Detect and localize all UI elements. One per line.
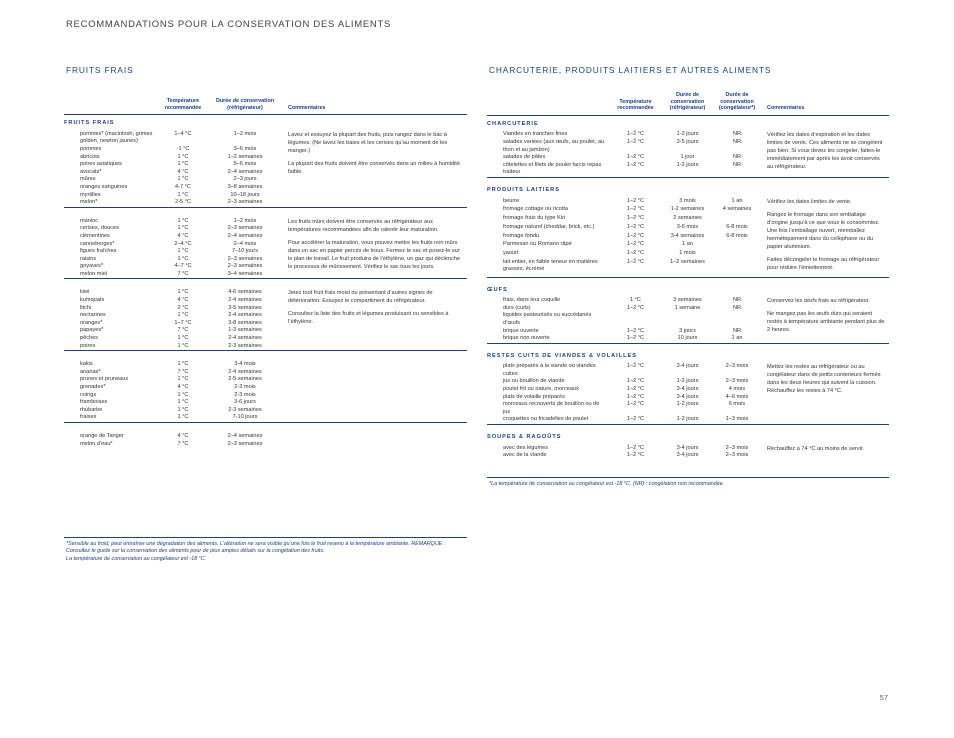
- item-temperature: 7 °C: [177, 440, 189, 447]
- comment-paragraph: Vérifiez les dates d’expiration et les dates limites de vente. Ces aliments ne se congèlent pas bien. Si vous devez les congeler, faites-le immédiatement par après les avoir conservés au réfrigérateur.: [767, 132, 883, 171]
- item-duration-fridge: 1 semaine: [674, 304, 701, 311]
- item-duration-freezer: NR: [732, 327, 742, 334]
- item-temperature: 1–2 °C: [626, 363, 645, 370]
- item-name: litchi: [80, 304, 92, 311]
- item-name: fromage frais du type Kiri: [503, 215, 566, 222]
- item-duration-freezer: 6 mois: [728, 401, 746, 408]
- item-name: plats de volaille préparés: [503, 393, 565, 400]
- item-temperature: 4 °C: [177, 432, 189, 439]
- item-name: salades variées (aux œufs, au poulet, au thon et au jambon): [503, 138, 605, 153]
- item-temperature: 1–2 °C: [626, 206, 645, 213]
- item-temperature: 1 °C: [177, 361, 189, 368]
- item-name: beurre: [503, 197, 520, 204]
- item-temperature: [607, 312, 664, 327]
- item-name: clémentines: [80, 232, 110, 239]
- item-temperature: 1 °C: [177, 335, 189, 342]
- group-comments: [282, 218, 467, 279]
- fruits-section-title: FRUITS FRAIS: [66, 65, 134, 75]
- item-duration: 2–4 semaines: [227, 168, 263, 175]
- item-temperature: 2–4 °C: [174, 240, 192, 247]
- comment-paragraph: Conservez les œufs frais au réfrigérateur.: [767, 298, 870, 305]
- item-temperature: 1–2 °C: [626, 258, 645, 265]
- item-temperature: 1–2 °C: [626, 131, 645, 138]
- table-row: [487, 198, 889, 207]
- item-duration-freezer: NR: [732, 154, 742, 161]
- item-duration: 3–8 semaines: [227, 183, 263, 190]
- item-name: fraises: [80, 414, 97, 421]
- item-name: coings: [80, 391, 97, 398]
- item-duration-freezer: 1 an: [731, 335, 743, 342]
- comment-paragraph: Mettez les restes au réfrigérateur ou au congélateur dans de petits conteneurs fermés dans les deux heures qui suivent la cuisson. Réchauffez les restes à 74 °C.: [767, 364, 881, 395]
- item-duration-freezer: 2–3 mois: [725, 378, 749, 385]
- item-temperature: 1 °C: [177, 399, 189, 406]
- category-row: [487, 115, 889, 131]
- category-row: [487, 429, 889, 445]
- header-temperature: Température recommandée: [607, 92, 664, 115]
- comment-paragraph: Vérifiez les dates limites de vente.: [767, 198, 852, 205]
- item-temperature: 1–2 °C: [626, 304, 645, 311]
- table-row: [64, 433, 467, 441]
- item-duration-freezer: NR: [732, 161, 742, 168]
- item-duration-freezer: 2–3 mois: [725, 444, 749, 451]
- item-name: canneberges*: [80, 240, 115, 247]
- item-duration-fridge: 3 semaines: [673, 297, 702, 304]
- item-name: pêches: [80, 335, 99, 342]
- header-duration-freezer: Durée de conservation (congélateur*): [711, 92, 763, 115]
- item-duration-fridge: 1 jour: [680, 154, 695, 161]
- item-duration-freezer: 1–3 mois: [725, 416, 749, 423]
- item-temperature: -1 °C: [176, 145, 190, 152]
- item-name: pommes* (macintosh, grimes golden, newton jaunes): [80, 130, 153, 145]
- item-duration: 3-8 semaines: [228, 319, 262, 326]
- item-name: melon*: [80, 199, 98, 206]
- item-duration-freezer: 6-8 mois: [726, 232, 748, 239]
- category-title: ŒUFS: [487, 286, 508, 293]
- item-duration-fridge: 3-4 semaines: [670, 232, 705, 239]
- item-duration-freezer: 4 semaines: [722, 206, 752, 213]
- item-temperature: 1–2 °C: [626, 416, 645, 423]
- category-comments: [763, 131, 889, 177]
- item-name: côtelettes et filets de poulet farcis repas traiteur: [503, 161, 602, 176]
- item-duration: 2–3 semaines: [227, 440, 263, 447]
- header-comments: Commentaires: [282, 98, 467, 115]
- item-temperature: 1–2 °C: [626, 138, 645, 145]
- comment-paragraph: Ne mangez pas les œufs durs qui seraient restés à température ambiante pendant plus de 2 heures.: [767, 311, 885, 334]
- item-temperature: 1 °C: [177, 414, 189, 421]
- item-temperature: 4 °C: [177, 168, 189, 175]
- category-comments: [763, 297, 889, 343]
- item-temperature: 7 °C: [177, 368, 189, 375]
- charcuterie-footnote-rule: [487, 477, 889, 478]
- item-temperature: 4 °C: [177, 232, 189, 239]
- comment-paragraph: Consultez la liste des fruits et légumes produisant ou sensibles à l’éthylène.: [288, 311, 449, 326]
- item-temperature: 1–2 °C: [626, 393, 645, 400]
- table-row: [487, 363, 889, 378]
- item-duration: 2–4 semaines: [227, 232, 263, 239]
- item-temperature: 1 °C: [630, 297, 641, 304]
- page-header: RECOMMANDATIONS POUR LA CONSERVATION DES ALIMENTS: [66, 19, 391, 30]
- item-duration: 2–3 jours: [233, 176, 257, 183]
- item-name: cerises, douces: [80, 225, 119, 232]
- item-duration: 3-6 jours: [234, 399, 256, 406]
- category-row: [487, 282, 889, 298]
- header-comments: Commentaires: [763, 92, 889, 115]
- item-duration-freezer: 1 an: [731, 197, 743, 204]
- group-separator: [64, 351, 467, 362]
- item-duration-fridge: 3-4 jours: [676, 393, 699, 400]
- item-temperature: 2-5 °C: [175, 199, 191, 206]
- item-temperature: 1–4 °C: [174, 130, 192, 137]
- category-comments: [763, 445, 889, 460]
- item-duration: 2-3 mois: [234, 384, 256, 390]
- item-name: figues fraîches: [80, 248, 117, 255]
- item-duration-freezer: [711, 215, 763, 224]
- item-name: oranges sanguines: [80, 183, 128, 190]
- item-name: durs (cuits): [503, 304, 531, 311]
- category-fruits-frais: FRUITS FRAIS: [64, 120, 115, 127]
- item-name: avec des légumes: [503, 444, 549, 451]
- comment-paragraph: La plupart des fruits doivent être conservés dans un milieu à humidité faible.: [288, 160, 460, 175]
- item-temperature: 1–2 °C: [626, 232, 645, 239]
- item-temperature: 7 °C: [177, 327, 189, 334]
- table-row: [64, 218, 467, 226]
- item-name: raisins: [80, 255, 97, 262]
- item-duration-freezer: [711, 250, 763, 259]
- category-row: [487, 182, 889, 198]
- item-name: prunes et pruneaux: [80, 376, 129, 383]
- item-temperature: 1 °C: [177, 391, 189, 398]
- item-temperature: 1 °C: [177, 217, 189, 224]
- item-name: avocats*: [80, 168, 102, 175]
- footnote-sensitive: *Sensible au froid, peut entraîner une dégradation des aliments. L’altération ne sera visible qu’une fois le fruit revenu à la température ambiante.: [66, 541, 410, 547]
- item-name: jus ou bouillon de viande: [503, 378, 565, 385]
- item-temperature: 1–2 °C: [626, 241, 645, 248]
- item-duration: 2–4 semaines: [227, 432, 263, 439]
- item-temperature: 1 °C: [177, 176, 189, 183]
- item-duration: 1–2 semaines: [227, 153, 263, 160]
- group-comments: [282, 433, 467, 448]
- item-duration-freezer: NR: [732, 138, 742, 145]
- category-title: CHARCUTERIE: [487, 120, 539, 127]
- fruits-body: [64, 115, 467, 448]
- item-temperature: 1 °C: [177, 289, 189, 296]
- item-duration: 5–6 mois: [233, 161, 257, 168]
- item-temperature: 1–2 °C: [626, 197, 645, 204]
- item-duration: 2-4 semaines: [228, 368, 262, 375]
- item-name: melon d’eau*: [80, 440, 113, 447]
- item-name: poulet frit ou nature, morceaux: [503, 386, 579, 393]
- item-name: grenades*: [80, 384, 106, 390]
- comment-paragraph: Rangez le fromage dans son emballage d’origine jusqu’à ce que vous le consommiez. Une fois l’emballage ouvert, réemballez hermétiquement dans du cellophane ou du papier aluminium.: [767, 211, 880, 250]
- item-name: fromage cottage ou ricotta: [503, 206, 568, 213]
- charcuterie-table-wrap: [487, 92, 889, 460]
- item-duration-freezer: 6-8 mois: [726, 223, 748, 230]
- item-temperature: 1 °C: [177, 312, 189, 319]
- item-name: goyaves*: [80, 263, 104, 270]
- table-row: [64, 361, 467, 369]
- item-duration-fridge: 1 mois: [679, 250, 696, 257]
- item-name: salades de pâtes: [503, 154, 546, 161]
- item-duration: 2–3 semaines: [227, 255, 263, 262]
- item-name: frais, dans leur coquille: [503, 297, 561, 304]
- comment-paragraph: Les fruits mûrs doivent être conservés au réfrigérateur aux températures recommandées afin de ralentir leur maturation.: [288, 218, 439, 233]
- item-duration-fridge: [664, 312, 711, 327]
- item-duration-freezer: 2–3 mois: [725, 363, 749, 370]
- item-name: brique non ouverte: [503, 335, 550, 342]
- item-duration: 7-10 jours: [232, 414, 258, 421]
- item-name: abricots: [80, 153, 100, 160]
- item-duration-fridge: 10 jours: [677, 335, 698, 342]
- group-comments: [282, 361, 467, 422]
- item-duration: 10–18 jours: [230, 191, 260, 198]
- item-temperature: 1 °C: [177, 225, 189, 232]
- item-name: papayes*: [80, 327, 104, 334]
- item-duration: 2-4 semaines: [228, 312, 262, 319]
- item-name: manioc: [80, 217, 99, 224]
- item-name: brique ouverte: [503, 327, 539, 334]
- category-comments: [763, 198, 889, 278]
- table-row: [487, 297, 889, 305]
- item-duration-fridge: 3 mois: [679, 197, 696, 204]
- item-temperature: 4–7 °C: [174, 263, 192, 270]
- item-duration-fridge: 1-2 jours: [676, 378, 699, 385]
- item-duration: 3-4 mois: [234, 361, 256, 368]
- item-duration: 2-3 mois: [234, 391, 256, 398]
- item-temperature: 1 °C: [177, 191, 189, 198]
- category-title: RESTES CUITS DE VIANDES & VOLAILLES: [487, 352, 637, 359]
- item-temperature: 4 °C: [177, 384, 189, 390]
- charcuterie-body: [487, 115, 889, 460]
- item-duration: 2–3 semaines: [227, 199, 263, 206]
- item-temperature: 1 °C: [177, 248, 189, 255]
- item-duration-fridge: 3-4 jours: [676, 444, 699, 451]
- group-separator: [64, 207, 467, 218]
- item-duration: 1–2 mois: [233, 217, 257, 224]
- item-duration-freezer: [711, 312, 763, 327]
- item-temperature: 2 °C: [177, 304, 189, 311]
- item-duration-freezer: 4–6 mois: [725, 393, 749, 400]
- item-duration: 2-4 semaines: [228, 297, 262, 304]
- item-duration-freezer: [711, 259, 763, 277]
- item-duration: 2-4 semaines: [228, 335, 262, 342]
- item-temperature: 7 °C: [177, 270, 189, 277]
- item-name: orange de Tanger: [80, 432, 124, 439]
- item-duration-fridge: 3-5 jours: [676, 138, 699, 145]
- fruits-footnotes: [66, 541, 466, 563]
- item-name: myrtilles: [80, 191, 101, 198]
- item-name: plats préparés à la viande ou viandes cuites: [503, 363, 596, 377]
- category-row: [487, 348, 889, 364]
- item-duration-fridge: 3-4 jours: [676, 386, 699, 393]
- item-duration: 4-6 semaines: [228, 289, 262, 296]
- footnote-freezer: La température de conservation au congélateur est -18 °C.: [66, 555, 207, 562]
- group-separator: [64, 279, 467, 290]
- item-duration-fridge: 1 an: [682, 241, 693, 248]
- item-name: pommes: [80, 145, 102, 152]
- comment-paragraph: Réchauffez à 74 °C au moins de servir.: [767, 445, 864, 452]
- item-name: melon miel: [80, 270, 108, 277]
- item-temperature: 1–2 °C: [626, 161, 645, 168]
- item-duration-freezer: 2–3 mois: [725, 452, 749, 459]
- group-comments: [282, 131, 467, 207]
- item-duration: 2-3 semaines: [228, 406, 262, 413]
- item-duration: 1–2 mois: [233, 130, 257, 137]
- footnote-remark: REMARQUE : Consultez le guide sur la conservation des aliments pour de plus amples détails sur la congélation des fruits.: [66, 541, 446, 555]
- item-temperature: 1–2 °C: [626, 378, 645, 385]
- comment-paragraph: Faites décongeler le fromage au réfrigérateur pour réduire l’émiettement.: [767, 256, 880, 271]
- item-temperature: 1 °C: [177, 342, 189, 349]
- item-name: rhubarbe: [80, 406, 103, 413]
- item-duration-fridge: 3-4 jours: [676, 452, 699, 459]
- item-temperature: 1–2 °C: [626, 452, 645, 459]
- item-duration: 2–4 mois: [233, 240, 257, 247]
- item-name: oranges*: [80, 319, 103, 326]
- item-temperature: 1 °C: [177, 255, 189, 262]
- item-duration-fridge: 3-4 jours: [676, 363, 699, 370]
- item-temperature: 4-7 °C: [175, 183, 191, 190]
- item-name: poires: [80, 342, 96, 349]
- table-row: [64, 289, 467, 297]
- item-name: poires asiatiques: [80, 161, 122, 168]
- item-duration-fridge: 1-2 jours: [676, 401, 699, 408]
- item-temperature: 1–2 °C: [626, 154, 645, 161]
- item-duration: 3–6 mois: [233, 145, 257, 152]
- table-row: [487, 445, 889, 453]
- item-name: yaourt: [503, 250, 519, 257]
- item-temperature: 1–2 °C: [626, 386, 645, 393]
- header-temperature: Température recommandée: [158, 98, 208, 115]
- item-duration-freezer: NR: [732, 297, 742, 304]
- item-name: morceaux recouverts de bouillon ou de jus: [503, 401, 600, 415]
- table-row: [64, 131, 467, 146]
- comment-paragraph: Jetez tout fruit frais moisi ou présentant d’autres signes de détérioration. Essuyez le compartiment du réfrigérateur.: [288, 290, 433, 305]
- item-temperature: 1–2 °C: [626, 250, 645, 257]
- item-duration-fridge: 1-2 jours: [676, 131, 699, 138]
- item-name: kumquats: [80, 297, 105, 304]
- item-temperature: 1–2 °C: [626, 327, 645, 334]
- item-duration: 2-3 semaines: [228, 342, 262, 349]
- charcuterie-section-title: CHARCUTERIE, PRODUITS LAITIERS ET AUTRES ALIMENTS: [489, 65, 772, 75]
- item-temperature: 1–2 °C: [626, 223, 645, 230]
- category-title: SOUPES & RAGOÛTS: [487, 434, 562, 441]
- fruits-table-wrap: [64, 98, 467, 448]
- item-duration: 1-3 semaines: [228, 327, 262, 334]
- header-duration-fridge: Durée de conservation (réfrigérateur): [664, 92, 711, 115]
- item-temperature: 1 °C: [177, 161, 189, 168]
- item-name: ananas*: [80, 368, 101, 375]
- item-name: Viandes en tranches fines: [503, 131, 568, 138]
- item-duration-freezer: NR: [732, 304, 742, 311]
- comment-paragraph: Pour accélérer la maturation, vous pouvez mettre les fruits non mûrs dans un sac en papier percés de trous. Fermez le sac et posez-le sur le plan de travail. Le fruit produira de l’éthylène, un gaz qui déclenche le processus de mûrissement. Vérifiez le sac tous les jours.: [288, 239, 460, 270]
- item-duration: 2–3 semaines: [227, 263, 263, 270]
- charcuterie-table: [487, 92, 889, 460]
- item-duration: 2–3 semaines: [227, 225, 263, 232]
- item-duration: 7–10 jours: [231, 248, 259, 255]
- item-duration-fridge: 1-2 jours: [676, 161, 699, 168]
- item-duration-freezer: 4 mois: [728, 386, 746, 393]
- item-duration-fridge: 1-2 jours: [676, 416, 699, 423]
- item-temperature: 1–7 °C: [174, 319, 192, 326]
- item-name: lait entier, en faible teneur en matières grasses, écrémé: [503, 258, 598, 273]
- comment-paragraph: Lavez et essuyez la plupart des fruits, puis rangez dans le bac à légumes. (Ne lavez les baies et les cerises qu’au moment de les manger.): [288, 131, 448, 154]
- category-comments: [763, 363, 889, 424]
- item-temperature: 1–2 °C: [626, 401, 645, 408]
- item-name: kakis: [80, 361, 93, 368]
- item-temperature: 1 °C: [177, 153, 189, 160]
- charcuterie-footnote: *La température de conservation au congélateur est -18 °C. (NR) : congélation non recommandée.: [489, 481, 725, 487]
- item-temperature: 1–2 °C: [626, 335, 645, 342]
- item-duration: 3-5 semaines: [228, 304, 262, 311]
- item-name: avec de la viande: [503, 452, 547, 459]
- category-title: PRODUITS LAITIERS: [487, 186, 560, 193]
- group-comments: [282, 289, 467, 350]
- item-temperature: 1 °C: [177, 406, 189, 413]
- group-separator: [64, 422, 467, 433]
- item-duration-freezer: [711, 241, 763, 250]
- item-name: fromage fondu: [503, 232, 540, 239]
- item-temperature: 1–2 °C: [626, 215, 645, 222]
- item-name: liquides pasteurisés ou succédanés d’œufs: [503, 312, 592, 326]
- item-duration-fridge: 1-2 semaines: [670, 206, 705, 213]
- item-duration-fridge: 3-6 mois: [676, 223, 699, 230]
- item-name: mûres: [80, 176, 96, 183]
- item-temperature: 1–2 °C: [626, 444, 645, 451]
- fruits-table: [64, 98, 467, 448]
- item-duration-freezer: NR: [732, 131, 742, 138]
- item-duration: 3–4 semaines: [227, 270, 263, 277]
- item-name: Parmesan ou Romano râpé: [503, 241, 572, 248]
- item-temperature: 4 °C: [177, 297, 189, 304]
- item-name: kiwi: [80, 289, 90, 296]
- item-duration-fridge: 3 jours: [679, 327, 696, 334]
- item-duration-fridge: 1–2 semaines: [670, 258, 705, 265]
- item-name: nectarines: [80, 312, 106, 319]
- fruits-footnote-rule: [64, 537, 467, 538]
- item-duration-fridge: 2 semaines: [673, 215, 702, 222]
- item-duration: 2-5 semaines: [228, 376, 262, 383]
- header-duration: Durée de conservation (réfrigérateur): [208, 98, 282, 115]
- page-number: 57: [879, 693, 888, 702]
- table-row: [487, 131, 889, 139]
- item-name: fromage naturel (cheddar, brick, etc.): [503, 223, 595, 230]
- item-temperature: 1 °C: [177, 376, 189, 383]
- item-name: framboises: [80, 399, 108, 406]
- item-name: croquettes ou fricadelles de poulet: [503, 416, 589, 423]
